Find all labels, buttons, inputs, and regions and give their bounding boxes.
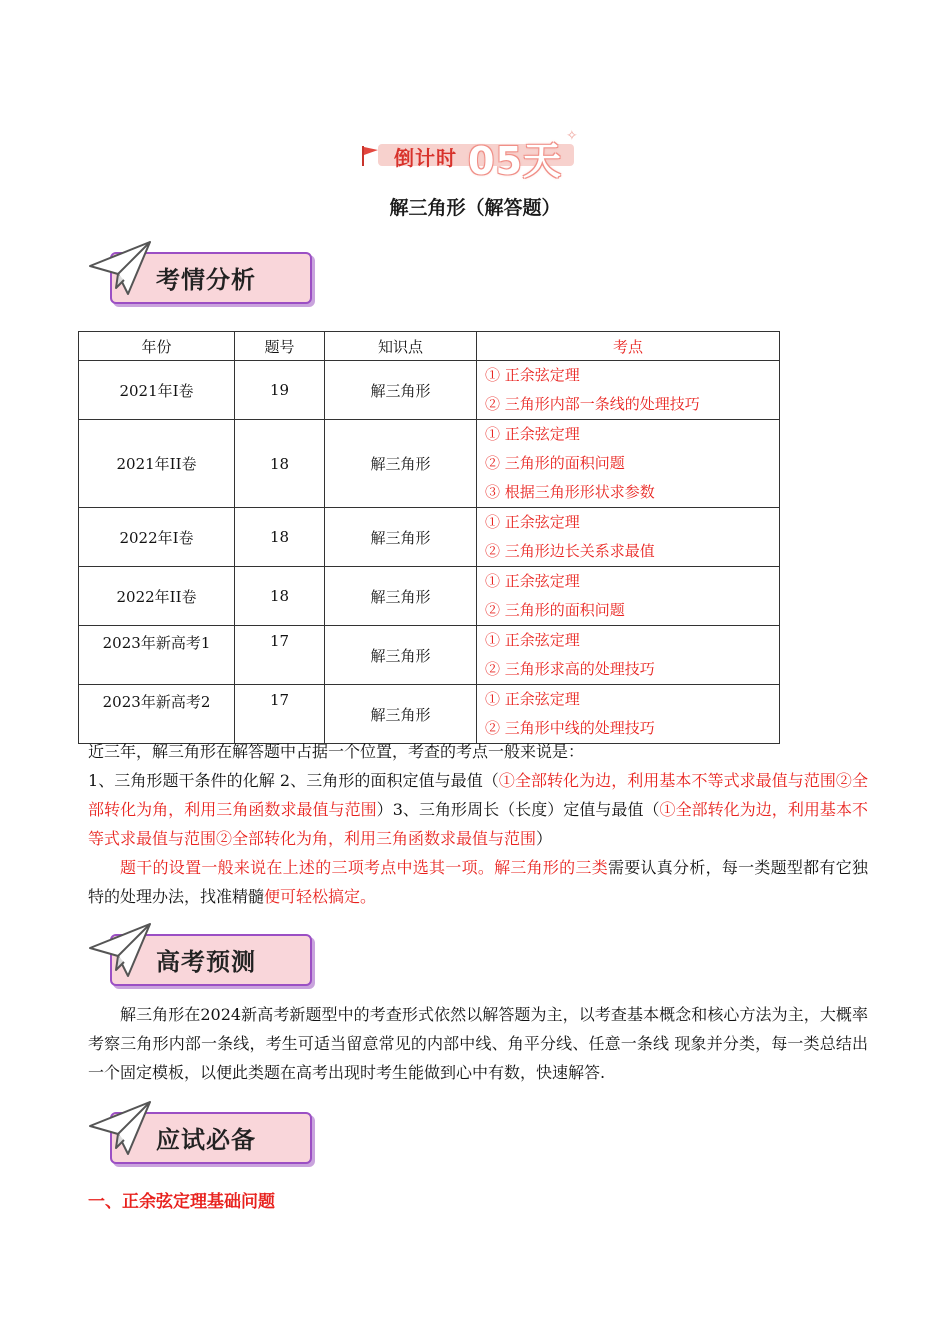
point-item: ① 正余弦定理 bbox=[485, 690, 580, 708]
point-item: ① 正余弦定理 bbox=[485, 631, 580, 649]
analysis-text-d: ①全部转化为边，利用基本不等式求最值与范围②全部转化为角，利用三角函数求最值与范围 bbox=[88, 800, 868, 848]
summary-text-b: 需要认真分析，每一类题型都有它独特的处理办法，找准精髓 bbox=[88, 858, 868, 906]
cell-points bbox=[477, 626, 780, 685]
table-row bbox=[79, 685, 780, 744]
cell-number: 17 bbox=[235, 626, 325, 685]
countdown-days: 05天 bbox=[468, 139, 562, 183]
cell-year: 2022年II卷 bbox=[79, 567, 235, 626]
cell-year: 2023年新高考2 bbox=[79, 685, 235, 744]
cell-number: 18 bbox=[235, 508, 325, 567]
section-banner-prep bbox=[88, 1098, 318, 1168]
header-topic: 知识点 bbox=[325, 332, 477, 361]
analysis-text-b: ①全部转化为边，利用基本不等式求最值与范围②全部转化为角，利用三角函数求最值与范围 bbox=[88, 771, 868, 819]
point-item: ② 三角形求高的处理技巧 bbox=[485, 660, 655, 678]
cell-topic: 解三角形 bbox=[325, 508, 477, 567]
analysis-text-e: ） bbox=[536, 829, 553, 848]
cell-topic: 解三角形 bbox=[325, 420, 477, 508]
cell-number: 18 bbox=[235, 420, 325, 508]
countdown-banner bbox=[358, 128, 590, 183]
flag-icon bbox=[360, 144, 380, 168]
analysis-points bbox=[88, 766, 868, 853]
summary-text-c: 便可轻松搞定。 bbox=[264, 887, 377, 906]
table-row bbox=[79, 567, 780, 626]
document-title: 解三角形（解答题） bbox=[389, 197, 561, 219]
point-item: ① 正余弦定理 bbox=[485, 425, 580, 443]
table-row bbox=[79, 420, 780, 508]
point-item: ② 三角形边长关系求最值 bbox=[485, 542, 655, 560]
section-banner-forecast bbox=[88, 920, 318, 990]
point-item: ② 三角形的面积问题 bbox=[485, 454, 625, 472]
table-row bbox=[79, 361, 780, 420]
analysis-text-a: 1、三角形题干条件的化解 2、三角形的面积定值与最值（ bbox=[88, 771, 499, 790]
point-item: ① 正余弦定理 bbox=[485, 366, 580, 384]
header-year: 年份 bbox=[79, 332, 235, 361]
cell-year: 2021年I卷 bbox=[79, 361, 235, 420]
cell-number: 17 bbox=[235, 685, 325, 744]
exam-table bbox=[78, 331, 780, 744]
cell-year: 2022年I卷 bbox=[79, 508, 235, 567]
point-item: ③ 根据三角形形状求参数 bbox=[485, 483, 655, 501]
table-row bbox=[79, 626, 780, 685]
header-number: 题号 bbox=[235, 332, 325, 361]
table-row bbox=[79, 508, 780, 567]
paper-plane-icon bbox=[88, 920, 158, 980]
table-header-row bbox=[79, 332, 780, 361]
cell-topic: 解三角形 bbox=[325, 685, 477, 744]
point-item: ② 三角形的面积问题 bbox=[485, 601, 625, 619]
cell-points bbox=[477, 361, 780, 420]
cell-topic: 解三角形 bbox=[325, 361, 477, 420]
cell-year: 2023年新高考1 bbox=[79, 626, 235, 685]
countdown-prefix: 倒计时 bbox=[394, 146, 457, 170]
cell-points bbox=[477, 567, 780, 626]
cell-points bbox=[477, 685, 780, 744]
section-banner-analysis bbox=[88, 238, 318, 308]
banner-label: 高考预测 bbox=[156, 948, 256, 976]
point-item: ① 正余弦定理 bbox=[485, 513, 580, 531]
cell-topic: 解三角形 bbox=[325, 567, 477, 626]
paper-plane-icon bbox=[88, 1098, 158, 1158]
point-item: ② 三角形内部一条线的处理技巧 bbox=[485, 395, 700, 413]
banner-label: 考情分析 bbox=[156, 266, 256, 294]
summary-text-a: 题干的设置一般来说在上述的三项考点中选其一项。解三角形的三类 bbox=[120, 858, 608, 877]
banner-label: 应试必备 bbox=[156, 1126, 256, 1154]
sparkle-icon: ✧ bbox=[566, 128, 578, 144]
cell-number: 19 bbox=[235, 361, 325, 420]
paper-plane-icon bbox=[88, 238, 158, 298]
cell-number: 18 bbox=[235, 567, 325, 626]
header-points: 考点 bbox=[477, 332, 780, 361]
cell-topic: 解三角形 bbox=[325, 626, 477, 685]
cell-points bbox=[477, 508, 780, 567]
analysis-summary bbox=[88, 853, 868, 911]
point-item: ① 正余弦定理 bbox=[485, 572, 580, 590]
section-heading: 一、正余弦定理基础问题 bbox=[88, 1192, 275, 1212]
point-item: ② 三角形中线的处理技巧 bbox=[485, 719, 655, 737]
forecast-paragraph: 解三角形在2024新高考新题型中的考查形式依然以解答题为主，以考查基本概念和核心方法为主，大概率考察三角形内部一条线，考生可适当留意常见的内部中线、角平分线、任意一条线 现象并分类，每一类总结出一个固定模板，以便此类题在高考出现时考生能做到心中有数，快速解答. bbox=[88, 1005, 868, 1082]
cell-year: 2021年II卷 bbox=[79, 420, 235, 508]
analysis-text-c: ）3、三角形周长（长度）定值与最值（ bbox=[376, 800, 660, 819]
analysis-intro: 近三年，解三角形在解答题中占据一个位置，考查的考点一般来说是： bbox=[88, 742, 585, 761]
cell-points bbox=[477, 420, 780, 508]
